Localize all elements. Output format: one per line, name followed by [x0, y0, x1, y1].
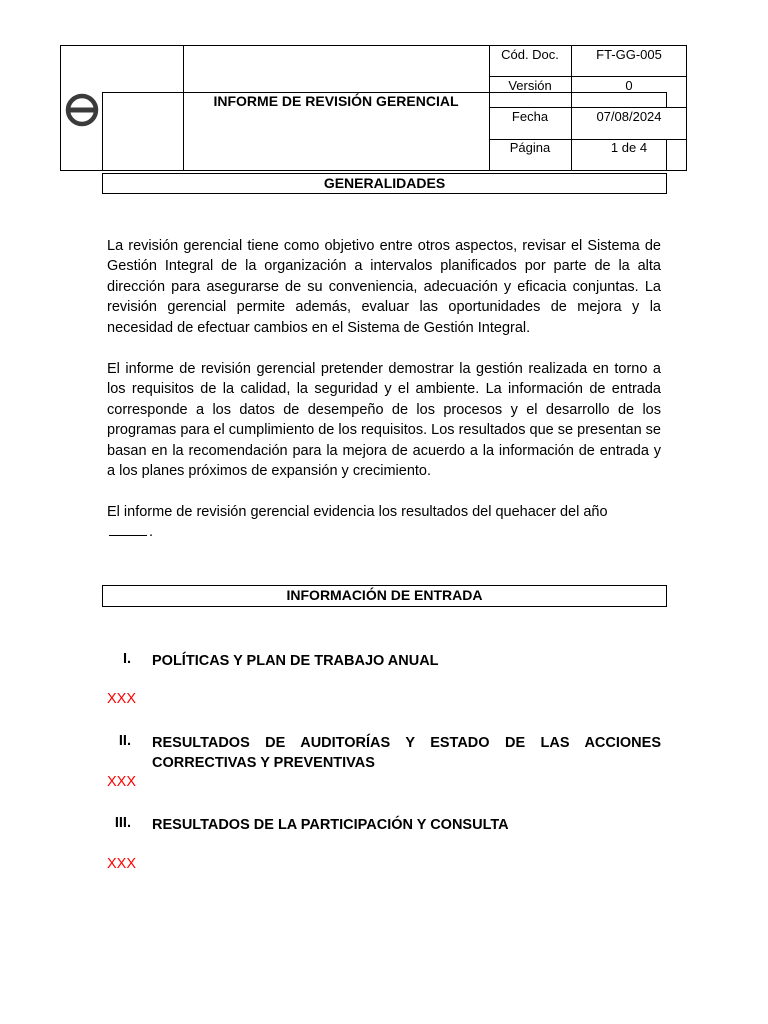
version-value: 0 [625, 78, 633, 93]
fecha-label: Fecha [511, 109, 549, 124]
year-blank [109, 523, 147, 536]
cod-doc-value: FT-GG-005 [596, 47, 662, 62]
cod-doc-label: Cód. Doc. [501, 47, 559, 62]
informacion-entrada-title: INFORMACIÓN DE ENTRADA [102, 585, 667, 607]
section-placeholder: XXX [107, 856, 137, 872]
section-title: RESULTADOS DE AUDITORÍAS Y ESTADO DE LAS ACCIONES CORRECTIVAS Y PREVENTIVAS [152, 735, 661, 772]
generalidades-paragraph-1: La revisión gerencial tiene como objetivo entre otros aspectos, revisar el Sistema de Gestión Integral de la organización a intervalos planificados por parte de la alta dirección para asegurarse de su conveniencia, adecuación y eficacia conjuntas. La revisión gerencial permite además, evaluar las oportunidades de mejora y la necesidad de efectuar cambios en el Sistema de Gestión Integral. [107, 238, 661, 336]
section-title: RESULTADOS DE LA PARTICIPACIÓN Y CONSULTA [152, 817, 509, 833]
paragraph-3-end: . [149, 524, 154, 541]
paragraph-3-text: El informe de revisión gerencial evidencia los resultados del quehacer del año [107, 504, 608, 520]
section-placeholder: XXX [107, 774, 137, 790]
fecha-value: 07/08/2024 [596, 109, 662, 124]
section-number: III. [114, 815, 131, 831]
generalidades-paragraph-3 [107, 502, 661, 543]
generalidades-paragraph-2: El informe de revisión gerencial pretender demostrar la gestión realizada en torno a los requisitos de la calidad, la seguridad y el ambiente. La información de entrada corresponde a los datos de desempeño de los procesos y el desarrollo de los programas para el cumplimiento de los requisitos. Los resultados que se presentan se basan en la recomendación para la mejora de acuerdo a la información de entrada y a los planes próximos de expansión y crecimiento. [107, 361, 661, 480]
pagina-label: Página [509, 140, 551, 155]
section-number: I. [122, 651, 131, 667]
document-title: INFORME DE REVISIÓN GERENCIAL [213, 93, 459, 109]
section-title: POLÍTICAS Y PLAN DE TRABAJO ANUAL [152, 653, 439, 669]
version-label: Versión [508, 78, 552, 93]
pagina-value: 1 de 4 [610, 140, 648, 155]
section-placeholder: XXX [107, 691, 137, 707]
section-number: II. [118, 733, 131, 749]
company-logo-icon [64, 92, 100, 128]
generalidades-title: GENERALIDADES [102, 173, 667, 194]
